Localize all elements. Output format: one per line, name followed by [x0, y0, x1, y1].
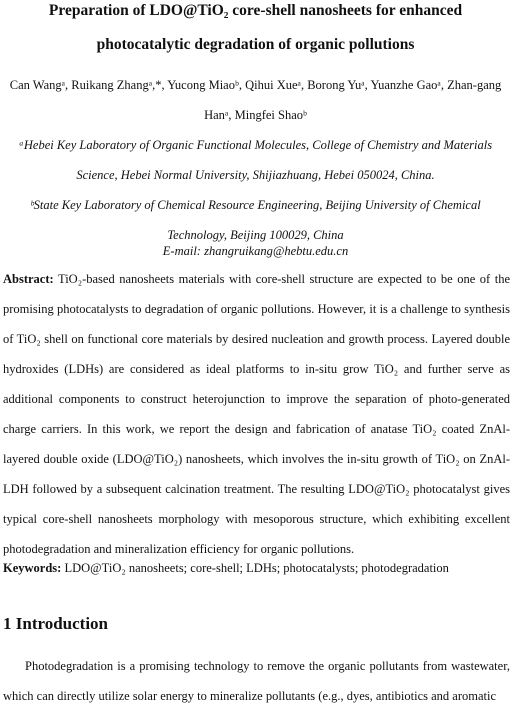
affiliation-b-line-1: ᵇState Key Laboratory of Chemical Resource Engineering, Beijing University of Chemical	[30, 198, 481, 212]
email-text: E-mail: zhangruikang@hebtu.edu.cn	[162, 244, 349, 258]
section-heading: 1 Introduction	[3, 614, 109, 633]
keywords-paragraph	[3, 553, 510, 583]
keywords-heading: Keywords:	[3, 561, 62, 575]
contact-email	[0, 236, 511, 266]
abstract-heading: Abstract:	[3, 272, 54, 286]
authors-line-1: Can Wangᵃ, Ruikang Zhangᵃ,*, Yucong Miaoᵇ, Qihui Xueᵃ, Borong Yuᵃ, Yuanzhe Gaoᵃ, Zhan-gang	[9, 78, 502, 92]
title-line-2: photocatalytic degradation of organic pollutions	[96, 36, 415, 53]
affiliation-a-line-1: ᵃHebei Key Laboratory of Organic Functional Molecules, College of Chemistry and Materials	[18, 138, 493, 152]
keywords-text: LDO@TiO₂ nanosheets; core-shell; LDHs; photocatalysts; photodegradation	[64, 561, 449, 575]
author-list	[0, 70, 511, 130]
intro-paragraph: Photodegradation is a promising technology to remove the organic pollutants from wastewater, which can directly utilize solar energy to mineralize pollutants (e.g., dyes, antibiotics and aromatic	[3, 659, 510, 703]
affiliation-b-line-2: Technology, Beijing 100029, China	[167, 228, 344, 242]
affiliation-a	[0, 130, 511, 190]
abstract-text: TiO₂-based nanosheets materials with core-shell structure are expected to be one of the promising photocatalysts to degradation of organic pollutions. However, it is a challenge to synthesis of TiO₂ shell on functional core materials by desired nucleation and growth process. Layered double hydroxides (LDHs) are considered as ideal platforms to in-situ grow TiO₂ and further serve as additional components to construct heterojunction to improve the separation of photo-generated charge carriers. In this work, we report the design and fabrication of anatase TiO₂ coated ZnAl-layered double oxide (LDO@TiO₂) nanosheets, which involves the in-situ growth of TiO₂ on ZnAl-LDH followed by a subsequent calcination treatment. The resulting LDO@TiO₂ photocatalyst gives typical core-shell nanosheets morphology with mesoporous structure, which exhibiting excellent photodegradation and mineralization efficiency for organic pollutions.	[3, 272, 511, 556]
title-line-1: Preparation of LDO@TiO₂ core-shell nanosheets for enhanced	[48, 2, 463, 19]
abstract-paragraph	[3, 264, 510, 564]
authors-line-2: Hanᵃ, Mingfei Shaoᵇ	[204, 108, 307, 122]
affiliation-a-line-2: Science, Hebei Normal University, Shijiazhuang, Hebei 050024, China.	[76, 168, 435, 182]
